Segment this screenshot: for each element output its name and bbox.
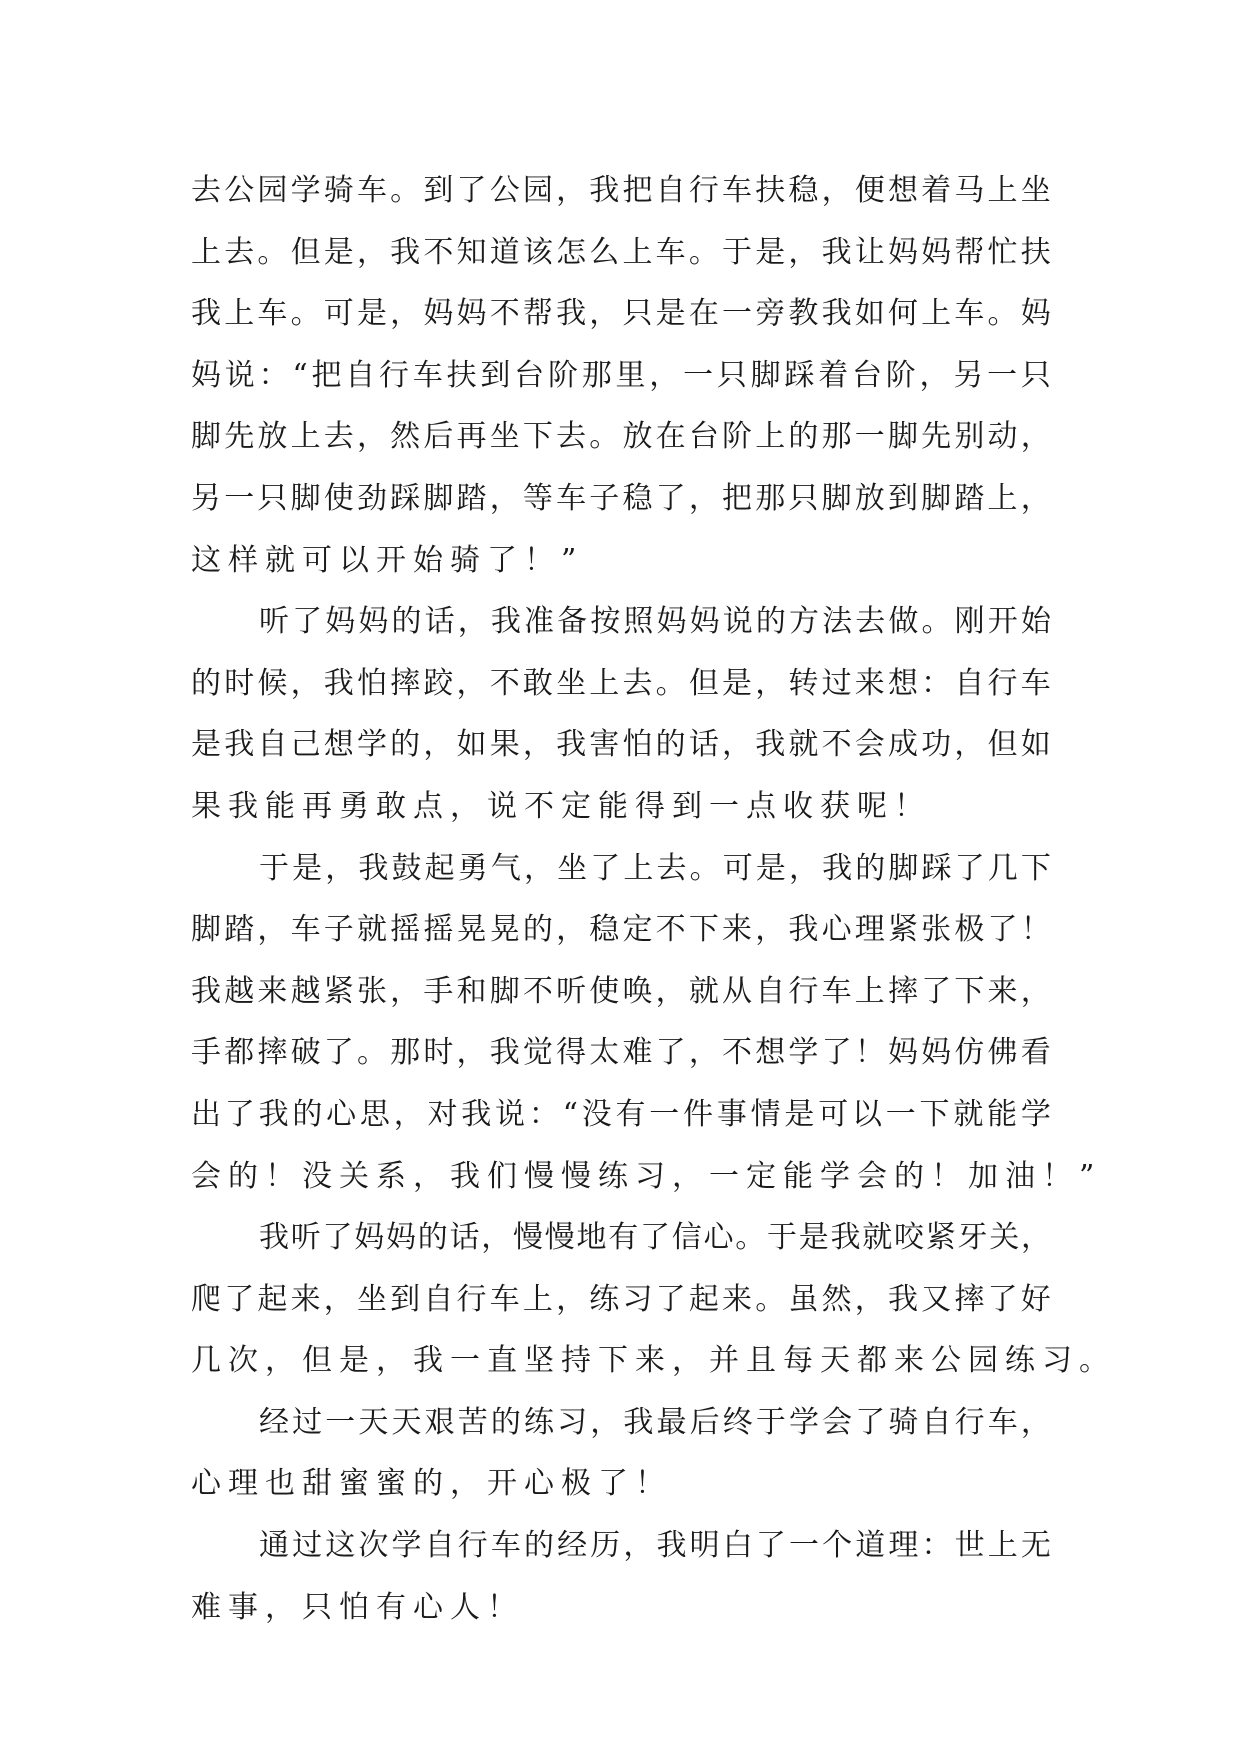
text-line: 听 了 妈 妈 的 话 ， 我 准 备 按 照 妈 妈 说 的 方 法 去 做 。 刚 开 始 [259, 604, 1051, 640]
text-line: 另 一 只 脚 使 劲 踩 脚 踏 ， 等 车 子 稳 了 ， 把 那 只 脚 放 到 脚 踏 上 ， [191, 480, 1051, 516]
text-line: 是 我 自 己 想 学 的 ， 如 果 ， 我 害 怕 的 话 ， 我 就 不 会 成 功 ， 但 如 [191, 727, 1051, 763]
text-line [191, 776, 1051, 838]
text-line: 脚 踏 ， 车 子 就 摇 摇 晃 晃 的 ， 稳 定 不 下 来 ， 我 心 理 紧 张 极 了 ！ [191, 912, 1051, 948]
text-line: 我 越 来 越 紧 张 ， 手 和 脚 不 听 使 唤 ， 就 从 自 行 车 上 摔 了 下 来 ， [191, 973, 1051, 1009]
text-line: 我 上 车 。 可 是 ， 妈 妈 不 帮 我 ， 只 是 在 一 旁 教 我 如 何 上 车 。 妈 [191, 296, 1051, 332]
text-line [191, 1330, 1116, 1392]
text-line [191, 1146, 1102, 1208]
text-line: 出 了 我 的 心 思 ， 对 我 说 ： “ 没 有 一 件 事 情 是 可 以 一 下 就 能 学 [191, 1096, 1051, 1132]
text-line: 的 时 候 ， 我 怕 摔 跤 ， 不 敢 坐 上 去 。 但 是 ， 转 过 来 想 ： 自 行 车 [191, 665, 1051, 701]
essay-body [191, 160, 1116, 1638]
text-line: 我 听 了 妈 妈 的 话 ， 慢 慢 地 有 了 信 心 。 于 是 我 就 咬 紧 牙 关 ， [259, 1220, 1051, 1256]
text-line: 上 去 。 但 是 ， 我 不 知 道 该 怎 么 上 车 。 于 是 ， 我 让 妈 妈 帮 忙 扶 [191, 234, 1051, 270]
text-line: 去 公 园 学 骑 车 。 到 了 公 园 ， 我 把 自 行 车 扶 稳 ， 便 想 着 马 上 坐 [191, 173, 1051, 208]
text-line-content: 心理也甜蜜蜜的，开心极了！ [191, 1466, 672, 1502]
text-line: 妈 说 ： “ 把 自 行 车 扶 到 台 阶 那 里 ， 一 只 脚 踩 着 台 阶 ， 另 一 只 [191, 357, 1051, 393]
text-line-content: 这样就可以开始骑了！” [191, 542, 584, 578]
text-line [191, 1453, 1051, 1515]
text-line: 爬 了 起 来 ， 坐 到 自 行 车 上 ， 练 习 了 起 来 。 虽 然 ， 我 又 摔 了 好 [191, 1281, 1051, 1317]
text-line: 通 过 这 次 学 自 行 车 的 经 历 ， 我 明 白 了 一 个 道 理 ： 世 上 无 [259, 1528, 1051, 1564]
text-line [191, 530, 1051, 592]
text-line-content: 几次，但是，我一直坚持下来，并且每天都来公园练习。 [191, 1343, 1116, 1379]
text-line: 经 过 一 天 天 艰 苦 的 练 习 ， 我 最 后 终 于 学 会 了 骑 自 行 车 ， [259, 1404, 1051, 1440]
text-line: 手 都 摔 破 了 。 那 时 ， 我 觉 得 太 难 了 ， 不 想 学 了 ！ 妈 妈 仿 佛 看 [191, 1035, 1051, 1071]
text-line-content: 会的！没关系，我们慢慢练习，一定能学会的！加油！” [191, 1158, 1102, 1194]
text-line: 脚 先 放 上 去 ， 然 后 再 坐 下 去 。 放 在 台 阶 上 的 那 一 脚 先 别 动 ， [191, 419, 1051, 455]
text-line-content: 果我能再勇敢点，说不定能得到一点收获呢！ [191, 788, 931, 824]
text-line: 于 是 ， 我 鼓 起 勇 气 ， 坐 了 上 去 。 可 是 ， 我 的 脚 踩 了 几 下 [259, 850, 1051, 886]
text-line [191, 1577, 1051, 1639]
text-line-content: 难事，只怕有心人！ [191, 1589, 524, 1625]
